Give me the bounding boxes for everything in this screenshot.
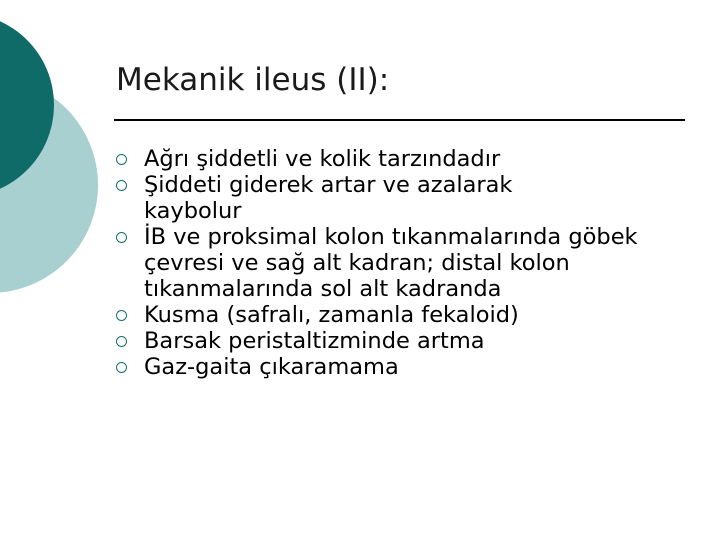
bullet-list — [116, 146, 676, 380]
bullet-text: Gaz-gaita çıkaramama — [144, 354, 399, 380]
bullet-item — [116, 172, 676, 224]
bullet-item — [116, 328, 676, 354]
title-divider — [114, 119, 685, 121]
bullet-text: Şiddeti giderek artar ve azalarak kaybolur — [144, 172, 513, 224]
bullet-circle-icon — [116, 154, 127, 165]
bullet-text: İB ve proksimal kolon tıkanmalarında göbek çevresi ve sağ alt kadran; distal kolon tıkanmalarında sol alt kadranda — [144, 224, 638, 302]
bullet-circle-icon — [116, 180, 127, 191]
bullet-item — [116, 146, 676, 172]
bullet-text: Kusma (safralı, zamanla fekaloid) — [144, 302, 519, 328]
bullet-circle-icon — [116, 310, 127, 321]
bullet-text: Barsak peristaltizminde artma — [144, 328, 485, 354]
bullet-circle-icon — [116, 336, 127, 347]
bullet-text: Ağrı şiddetli ve kolik tarzındadır — [144, 146, 501, 172]
decorative-circles — [0, 0, 120, 300]
bullet-item — [116, 224, 676, 302]
bullet-circle-icon — [116, 362, 127, 373]
bullet-item — [116, 302, 676, 328]
slide-title: Mekanik ileus (II): — [116, 62, 390, 98]
bullet-item — [116, 354, 676, 380]
bullet-circle-icon — [116, 232, 127, 243]
